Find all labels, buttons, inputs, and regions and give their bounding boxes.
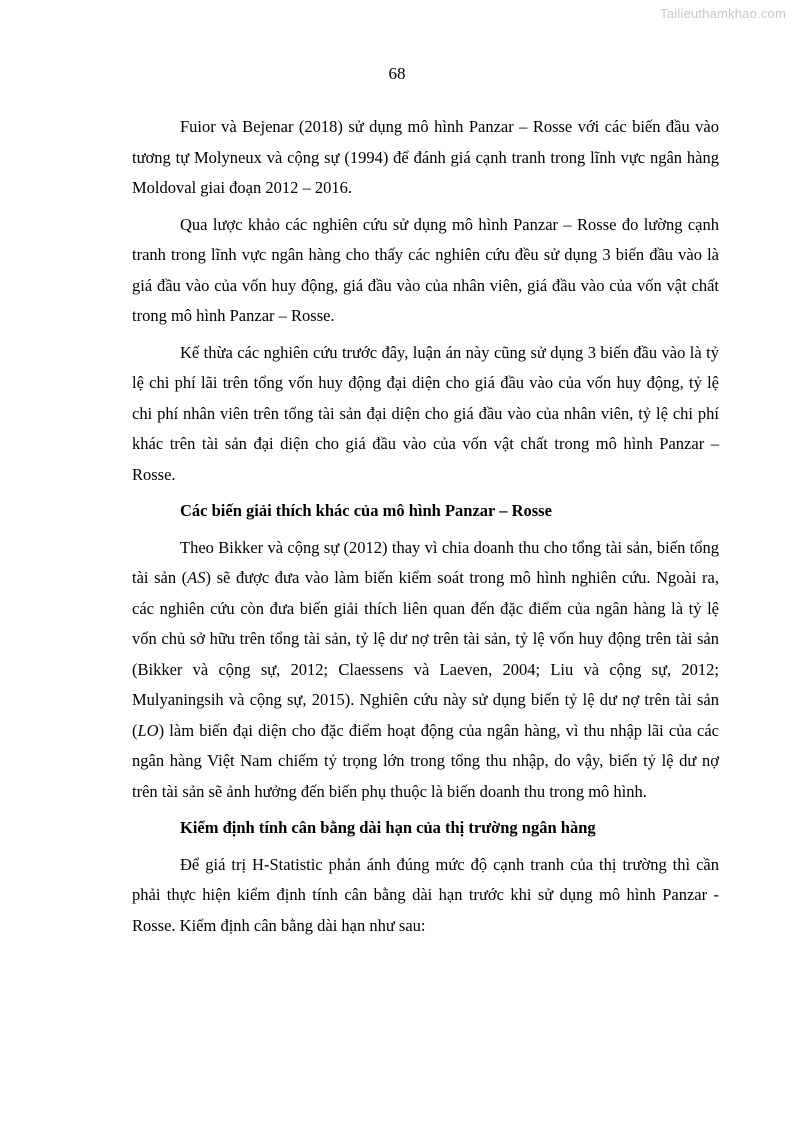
page-number: 68 — [388, 64, 406, 83]
document-body — [132, 112, 719, 947]
paragraph-4-part-c: ) làm biến đại diện cho đặc điểm hoạt động của ngân hàng, vì thu nhập lãi của các ngân hàng Việt Nam chiếm tỷ trọng lớn trong tổng thu nhập, do vậy, biến tỷ lệ dư nợ trên tài sản sẽ ảnh hưởng đến biến phụ thuộc là biến doanh thu trong mô hình. — [132, 720, 719, 801]
paragraph-4-part-b: ) sẽ được đưa vào làm biến kiểm soát trong mô hình nghiên cứu. Ngoài ra, các nghiên cứu còn đưa biến giải thích liên quan đến đặc điểm của ngân hàng là tỷ lệ vốn chủ sở hữu trên tổng tài sản, tỷ lệ dư nợ trên tài sản, tỷ lệ vốn huy động trên tài sản (Bikker và cộng sự, 2012; Claessens và Laeven, 2004; Liu và cộng sự, 2012; Mulyaningsih và cộng sự, 2015). Nghiên cứu này sử dụng biến tỷ lệ dư nợ trên tài sản ( — [132, 568, 719, 740]
watermark: Tailieuthamkhao.com — [660, 6, 786, 21]
variable-as: AS — [187, 568, 206, 587]
section-heading-equilibrium-test: Kiểm định tính cân bằng dài hạn của thị trường ngân hàng — [180, 818, 596, 837]
variable-lo: LO — [137, 720, 159, 740]
paragraph-3: Kế thừa các nghiên cứu trước đây, luận án này cũng sử dụng 3 biến đầu vào là tỷ lệ chi phí lãi trên tổng vốn huy động đại diện cho giá đầu vào của vốn huy động, tỷ lệ chi phí nhân viên trên tổng tài sản đại diện cho giá đầu vào của nhân viên, tỷ lệ chi phí khác trên tài sản đại diện cho giá đầu vào của vốn vật chất trong mô hình Panzar – Rosse. — [132, 342, 719, 484]
paragraph-4-part-a: Theo Bikker và cộng sự (2012) thay vì chia doanh thu cho tổng tài sản, biến tổng tài sản ( — [132, 537, 719, 587]
paragraph-5: Để giá trị H-Statistic phản ánh đúng mức độ cạnh tranh của thị trường thì cần phải thực hiện kiểm định tính cân bằng dài hạn trước khi sử dụng mô hình Panzar - Rosse. Kiểm định cân bằng dài hạn như sau: — [132, 854, 719, 935]
paragraph-2: Qua lược khảo các nghiên cứu sử dụng mô hình Panzar – Rosse đo lường cạnh tranh trong lĩnh vực ngân hàng cho thấy các nghiên cứu đều sử dụng 3 biến đầu vào là giá đầu vào của vốn huy động, giá đầu vào của nhân viên, giá đầu vào của vốn vật chất trong mô hình Panzar – Rosse. — [132, 214, 719, 325]
paragraph-4 — [132, 533, 719, 808]
paragraph-1: Fuior và Bejenar (2018) sử dụng mô hình Panzar – Rosse với các biến đầu vào tương tự Molyneux và cộng sự (1994) để đánh giá cạnh tranh trong lĩnh vực ngân hàng Moldoval giai đoạn 2012 – 2016. — [132, 117, 719, 197]
section-heading-explanatory-variables: Các biến giải thích khác của mô hình Panzar – Rosse — [180, 501, 552, 520]
